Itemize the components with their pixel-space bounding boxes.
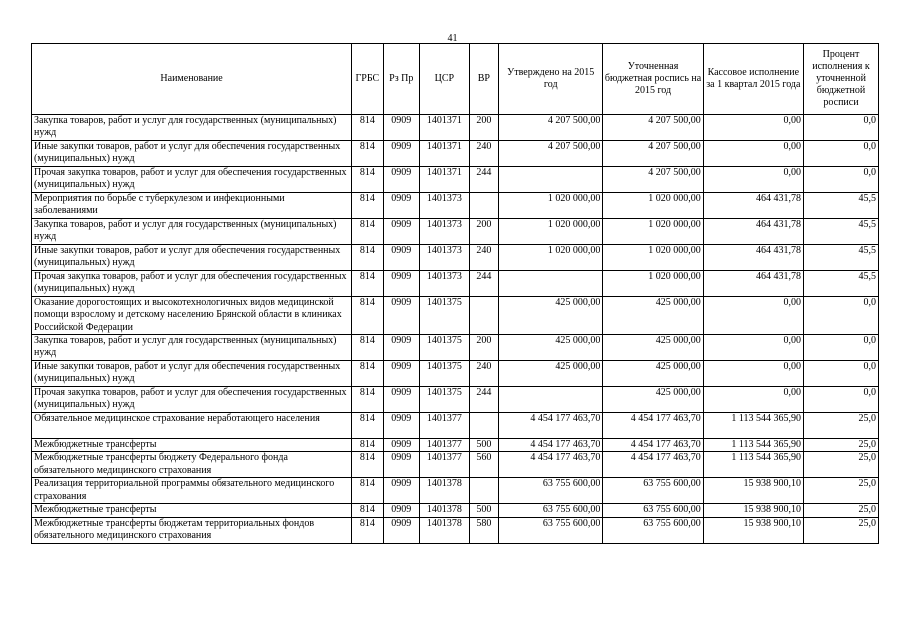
row-rzpr-cell: 0909: [383, 245, 419, 271]
row-approved-cell: 1 020 000,00: [499, 245, 603, 271]
row-vr-cell: 200: [469, 115, 498, 141]
row-name-cell: Иные закупки товаров, работ и услуг для обеспечения государственных (муниципальных) нужд: [32, 245, 352, 271]
row-name-cell: Прочая закупка товаров, работ и услуг для обеспечения государственных (муниципальных) нужд: [32, 387, 352, 413]
row-grbs-cell: 814: [352, 245, 383, 271]
row-rzpr-cell: 0909: [383, 478, 419, 504]
row-cash-cell: 0,00: [703, 297, 803, 335]
row-refined-cell: 425 000,00: [603, 361, 703, 387]
row-cash-cell: 464 431,78: [703, 193, 803, 219]
table-row: [32, 167, 879, 193]
row-grbs-cell: 814: [352, 115, 383, 141]
row-vr-cell: 244: [469, 271, 498, 297]
row-cash-cell: 15 938 900,10: [703, 478, 803, 504]
row-cash-cell: 0,00: [703, 335, 803, 361]
table-row: [32, 504, 879, 517]
row-percent-cell: 25,0: [803, 517, 878, 543]
row-csr-cell: 1401375: [420, 361, 470, 387]
row-refined-cell: 1 020 000,00: [603, 271, 703, 297]
row-rzpr-cell: 0909: [383, 141, 419, 167]
row-vr-cell: 244: [469, 167, 498, 193]
row-percent-cell: 0,0: [803, 167, 878, 193]
row-approved-cell: 4 454 177 463,70: [499, 439, 603, 452]
row-vr-cell: 240: [469, 141, 498, 167]
row-name-cell: Закупка товаров, работ и услуг для государственных (муниципальных) нужд: [32, 219, 352, 245]
row-csr-cell: 1401378: [420, 517, 470, 543]
row-cash-cell: 0,00: [703, 141, 803, 167]
table-row: [32, 271, 879, 297]
row-csr-cell: 1401373: [420, 219, 470, 245]
row-approved-cell: 1 020 000,00: [499, 219, 603, 245]
row-name-cell: Межбюджетные трансферты: [32, 504, 352, 517]
row-vr-cell: [469, 413, 498, 439]
row-approved-cell: [499, 167, 603, 193]
row-percent-cell: 0,0: [803, 361, 878, 387]
header-approved: Утверждено на 2015 год: [499, 44, 603, 115]
row-vr-cell: 244: [469, 387, 498, 413]
row-rzpr-cell: 0909: [383, 361, 419, 387]
row-refined-cell: 4 207 500,00: [603, 167, 703, 193]
row-csr-cell: 1401377: [420, 452, 470, 478]
row-grbs-cell: 814: [352, 517, 383, 543]
row-vr-cell: 200: [469, 335, 498, 361]
row-rzpr-cell: 0909: [383, 517, 419, 543]
row-name-cell: Межбюджетные трансферты бюджетам территориальных фондов обязательного медицинского страхования: [32, 517, 352, 543]
row-name-cell: Оказание дорогостоящих и высокотехнологичных видов медицинской помощи взрослому и детскому населению Брянской области в клиниках Российской Федерации: [32, 297, 352, 335]
row-percent-cell: 45,5: [803, 271, 878, 297]
table-row: [32, 115, 879, 141]
table-row: [32, 141, 879, 167]
row-refined-cell: 425 000,00: [603, 387, 703, 413]
row-name-cell: Реализация территориальной программы обязательного медицинского страхования: [32, 478, 352, 504]
row-vr-cell: 240: [469, 361, 498, 387]
row-cash-cell: 1 113 544 365,90: [703, 413, 803, 439]
row-name-cell: Иные закупки товаров, работ и услуг для обеспечения государственных (муниципальных) нужд: [32, 361, 352, 387]
row-percent-cell: 0,0: [803, 115, 878, 141]
row-refined-cell: 1 020 000,00: [603, 245, 703, 271]
row-name-cell: Закупка товаров, работ и услуг для государственных (муниципальных) нужд: [32, 115, 352, 141]
row-approved-cell: 425 000,00: [499, 297, 603, 335]
row-percent-cell: 25,0: [803, 413, 878, 439]
header-csr: ЦСР: [420, 44, 470, 115]
row-percent-cell: 45,5: [803, 245, 878, 271]
row-refined-cell: 4 454 177 463,70: [603, 439, 703, 452]
row-grbs-cell: 814: [352, 335, 383, 361]
row-csr-cell: 1401371: [420, 115, 470, 141]
row-refined-cell: 4 454 177 463,70: [603, 452, 703, 478]
row-approved-cell: 4 454 177 463,70: [499, 452, 603, 478]
row-vr-cell: 580: [469, 517, 498, 543]
row-approved-cell: 425 000,00: [499, 335, 603, 361]
table-row: [32, 517, 879, 543]
row-approved-cell: 63 755 600,00: [499, 517, 603, 543]
row-name-cell: Обязательное медицинское страхование неработающего населения: [32, 413, 352, 439]
row-percent-cell: 0,0: [803, 297, 878, 335]
row-rzpr-cell: 0909: [383, 387, 419, 413]
budget-table: [31, 43, 879, 544]
row-grbs-cell: 814: [352, 413, 383, 439]
row-refined-cell: 1 020 000,00: [603, 219, 703, 245]
row-percent-cell: 0,0: [803, 387, 878, 413]
row-grbs-cell: 814: [352, 361, 383, 387]
row-vr-cell: [469, 478, 498, 504]
row-name-cell: Межбюджетные трансферты бюджету Федерального фонда обязательного медицинского страхования: [32, 452, 352, 478]
row-cash-cell: 464 431,78: [703, 271, 803, 297]
table-row: [32, 439, 879, 452]
row-refined-cell: 4 207 500,00: [603, 141, 703, 167]
row-rzpr-cell: 0909: [383, 193, 419, 219]
row-grbs-cell: 814: [352, 452, 383, 478]
row-grbs-cell: 814: [352, 387, 383, 413]
row-cash-cell: 0,00: [703, 167, 803, 193]
row-percent-cell: 25,0: [803, 452, 878, 478]
row-rzpr-cell: 0909: [383, 335, 419, 361]
header-refined: Уточненная бюджетная роспись на 2015 год: [603, 44, 703, 115]
row-csr-cell: 1401373: [420, 245, 470, 271]
row-approved-cell: 425 000,00: [499, 361, 603, 387]
row-grbs-cell: 814: [352, 478, 383, 504]
row-cash-cell: 1 113 544 365,90: [703, 439, 803, 452]
row-approved-cell: 4 207 500,00: [499, 141, 603, 167]
table-row: [32, 335, 879, 361]
row-csr-cell: 1401378: [420, 504, 470, 517]
row-percent-cell: 25,0: [803, 504, 878, 517]
row-grbs-cell: 814: [352, 219, 383, 245]
row-percent-cell: 25,0: [803, 478, 878, 504]
row-percent-cell: 45,5: [803, 219, 878, 245]
row-csr-cell: 1401375: [420, 335, 470, 361]
header-cash: Кассовое исполнение за 1 квартал 2015 года: [703, 44, 803, 115]
row-grbs-cell: 814: [352, 297, 383, 335]
header-percent: Процент исполнения к уточненной бюджетной росписи: [803, 44, 878, 115]
table-row: [32, 413, 879, 439]
row-csr-cell: 1401378: [420, 478, 470, 504]
row-approved-cell: [499, 387, 603, 413]
row-vr-cell: 560: [469, 452, 498, 478]
row-name-cell: Прочая закупка товаров, работ и услуг для обеспечения государственных (муниципальных) нужд: [32, 271, 352, 297]
row-csr-cell: 1401375: [420, 387, 470, 413]
row-vr-cell: 500: [469, 504, 498, 517]
row-approved-cell: 63 755 600,00: [499, 504, 603, 517]
row-rzpr-cell: 0909: [383, 452, 419, 478]
row-csr-cell: 1401373: [420, 271, 470, 297]
row-approved-cell: 63 755 600,00: [499, 478, 603, 504]
row-name-cell: Прочая закупка товаров, работ и услуг для обеспечения государственных (муниципальных) нужд: [32, 167, 352, 193]
row-cash-cell: 464 431,78: [703, 219, 803, 245]
header-grbs: ГРБС: [352, 44, 383, 115]
row-grbs-cell: 814: [352, 141, 383, 167]
row-grbs-cell: 814: [352, 504, 383, 517]
row-refined-cell: 425 000,00: [603, 335, 703, 361]
row-refined-cell: 425 000,00: [603, 297, 703, 335]
table-row: [32, 361, 879, 387]
row-cash-cell: 0,00: [703, 361, 803, 387]
row-percent-cell: 45,5: [803, 193, 878, 219]
row-name-cell: Иные закупки товаров, работ и услуг для обеспечения государственных (муниципальных) нужд: [32, 141, 352, 167]
row-rzpr-cell: 0909: [383, 115, 419, 141]
row-vr-cell: [469, 297, 498, 335]
row-approved-cell: 4 454 177 463,70: [499, 413, 603, 439]
table-row: [32, 297, 879, 335]
row-grbs-cell: 814: [352, 167, 383, 193]
row-approved-cell: 4 207 500,00: [499, 115, 603, 141]
header-vr: ВР: [469, 44, 498, 115]
row-csr-cell: 1401375: [420, 297, 470, 335]
row-grbs-cell: 814: [352, 193, 383, 219]
table-row: [32, 193, 879, 219]
row-refined-cell: 63 755 600,00: [603, 517, 703, 543]
row-csr-cell: 1401371: [420, 141, 470, 167]
row-cash-cell: 0,00: [703, 387, 803, 413]
table-row: [32, 245, 879, 271]
row-refined-cell: 4 454 177 463,70: [603, 413, 703, 439]
table-row: [32, 478, 879, 504]
row-rzpr-cell: 0909: [383, 504, 419, 517]
row-refined-cell: 63 755 600,00: [603, 504, 703, 517]
table-row: [32, 219, 879, 245]
row-cash-cell: 0,00: [703, 115, 803, 141]
row-name-cell: Межбюджетные трансферты: [32, 439, 352, 452]
row-rzpr-cell: 0909: [383, 219, 419, 245]
row-cash-cell: 1 113 544 365,90: [703, 452, 803, 478]
table-row: [32, 387, 879, 413]
page-number: 41: [447, 33, 458, 44]
header-row: [32, 44, 879, 115]
row-approved-cell: [499, 271, 603, 297]
row-name-cell: Мероприятия по борьбе с туберкулезом и инфекционными заболеваниями: [32, 193, 352, 219]
row-rzpr-cell: 0909: [383, 271, 419, 297]
row-refined-cell: 4 207 500,00: [603, 115, 703, 141]
row-cash-cell: 15 938 900,10: [703, 517, 803, 543]
row-csr-cell: 1401377: [420, 413, 470, 439]
row-vr-cell: 240: [469, 245, 498, 271]
row-approved-cell: 1 020 000,00: [499, 193, 603, 219]
row-rzpr-cell: 0909: [383, 439, 419, 452]
row-vr-cell: 500: [469, 439, 498, 452]
row-rzpr-cell: 0909: [383, 297, 419, 335]
row-cash-cell: 15 938 900,10: [703, 504, 803, 517]
row-vr-cell: [469, 193, 498, 219]
row-vr-cell: 200: [469, 219, 498, 245]
row-csr-cell: 1401377: [420, 439, 470, 452]
row-rzpr-cell: 0909: [383, 167, 419, 193]
table-row: [32, 452, 879, 478]
header-name: Наименование: [32, 44, 352, 115]
header-rzpr: Рз Пр: [383, 44, 419, 115]
row-percent-cell: 0,0: [803, 141, 878, 167]
row-percent-cell: 0,0: [803, 335, 878, 361]
row-csr-cell: 1401373: [420, 193, 470, 219]
row-refined-cell: 63 755 600,00: [603, 478, 703, 504]
row-rzpr-cell: 0909: [383, 413, 419, 439]
row-name-cell: Закупка товаров, работ и услуг для государственных (муниципальных) нужд: [32, 335, 352, 361]
row-csr-cell: 1401371: [420, 167, 470, 193]
row-refined-cell: 1 020 000,00: [603, 193, 703, 219]
row-grbs-cell: 814: [352, 271, 383, 297]
row-percent-cell: 25,0: [803, 439, 878, 452]
row-grbs-cell: 814: [352, 439, 383, 452]
row-cash-cell: 464 431,78: [703, 245, 803, 271]
